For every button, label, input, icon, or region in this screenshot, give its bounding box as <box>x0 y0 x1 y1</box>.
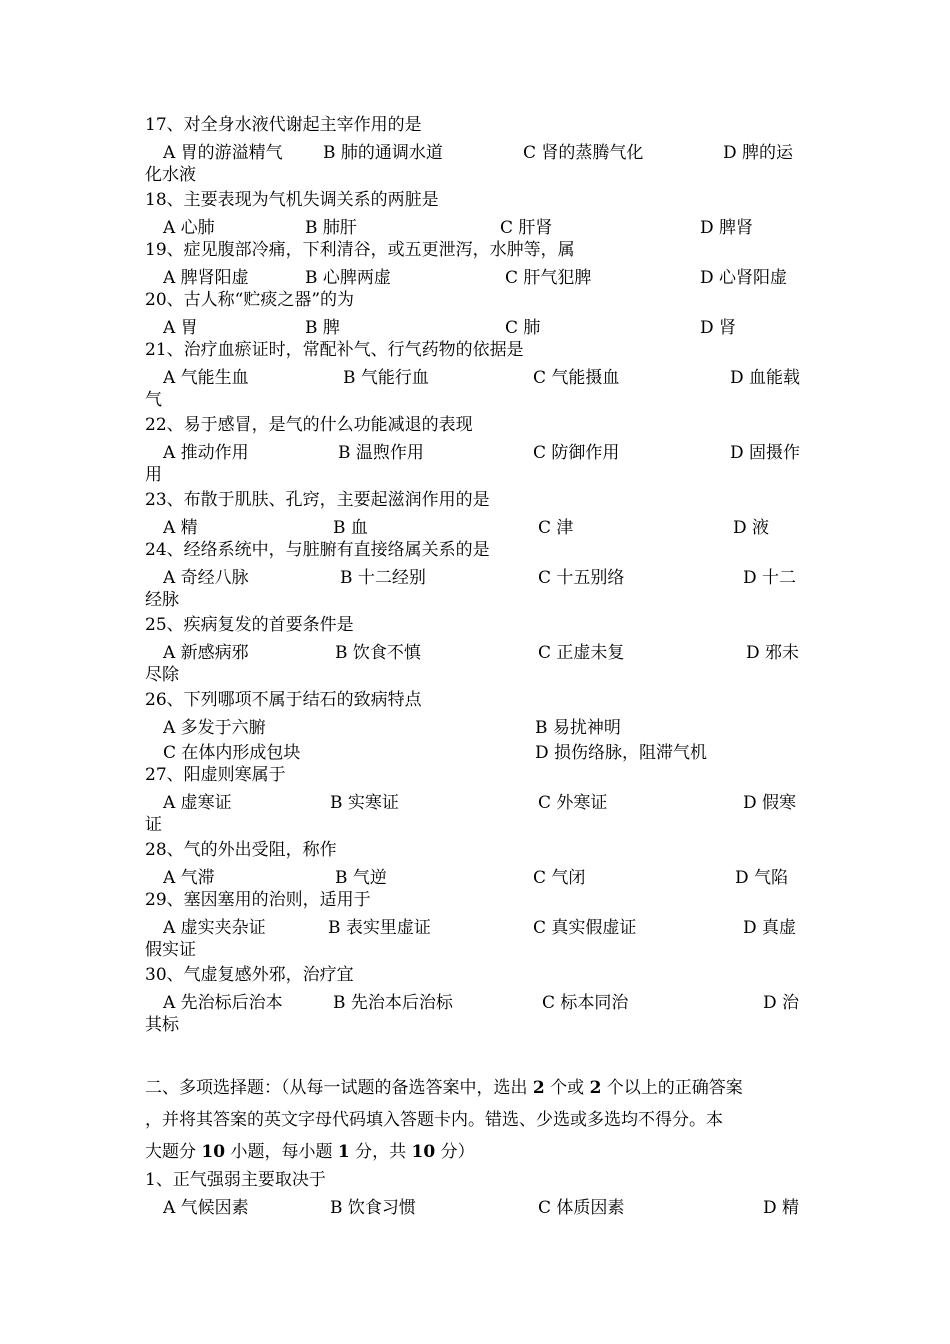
option: B 实寒证 <box>330 793 399 813</box>
options-row <box>145 138 810 163</box>
exam-content <box>145 113 810 1218</box>
option: D 真虚 <box>743 918 797 938</box>
options-row <box>145 563 810 588</box>
question-stem: 23、布散于肌肤、孔窍，主要起滋润作用的是 <box>145 490 490 510</box>
question-stem: 17、对全身水液代谢起主宰作用的是 <box>145 115 422 135</box>
option: A 精 <box>163 518 198 538</box>
option: B 血 <box>333 518 368 538</box>
option: C 气能摄血 <box>533 368 620 388</box>
option: B 十二经别 <box>340 568 426 588</box>
question-stem: 30、气虚复感外邪，治疗宜 <box>145 965 354 985</box>
options-row <box>145 738 810 763</box>
option: A 气候因素 <box>163 1198 249 1218</box>
question-stem: 20、古人称“贮痰之器”的为 <box>145 290 355 310</box>
option: D 假寒 <box>743 793 797 813</box>
option: C 十五别络 <box>538 568 625 588</box>
options-row <box>145 863 810 888</box>
option: B 肺肝 <box>305 218 357 238</box>
option-wrap: 化水液 <box>145 165 196 185</box>
option: A 新感病邪 <box>163 643 249 663</box>
option: D 治 <box>763 993 800 1013</box>
question-stem: 25、疾病复发的首要条件是 <box>145 615 354 635</box>
question-stem: 27、阳虚则寒属于 <box>145 765 286 785</box>
option: B 气能行血 <box>343 368 429 388</box>
option: A 先治标后治本 <box>163 993 283 1013</box>
options-row <box>145 638 810 663</box>
option: C 气闭 <box>533 868 586 888</box>
option: D 损伤络脉，阻滞气机 <box>535 743 708 763</box>
option: D 脾肾 <box>700 218 754 238</box>
option: A 奇经八脉 <box>163 568 249 588</box>
option: B 饮食不慎 <box>335 643 421 663</box>
question-stem: 26、下列哪项不属于结石的致病特点 <box>145 690 422 710</box>
option: A 脾肾阳虚 <box>163 268 249 288</box>
option: B 心脾两虚 <box>305 268 391 288</box>
option: B 气逆 <box>335 868 387 888</box>
question-stem: 24、经络系统中，与脏腑有直接络属关系的是 <box>145 540 490 560</box>
option: A 气能生血 <box>163 368 249 388</box>
question-stem: 29、塞因塞用的治则，适用于 <box>145 890 371 910</box>
option: C 在体内形成包块 <box>163 743 301 763</box>
option: D 肾 <box>700 318 737 338</box>
option: B 脾 <box>305 318 340 338</box>
question-stem: 22、易于感冒，是气的什么功能减退的表现 <box>145 415 473 435</box>
option: C 肝肾 <box>500 218 553 238</box>
option-wrap: 用 <box>145 465 162 485</box>
option: A 推动作用 <box>163 443 249 463</box>
options-row <box>145 213 810 238</box>
option: C 外寒证 <box>538 793 608 813</box>
question-stem: 1、正气强弱主要取决于 <box>145 1170 326 1190</box>
option: D 固摄作 <box>730 443 801 463</box>
options-row <box>145 788 810 813</box>
option-wrap: 尽除 <box>145 665 179 685</box>
option: C 正虚未复 <box>538 643 625 663</box>
spacer <box>145 1038 810 1072</box>
option-wrap: 气 <box>145 390 162 410</box>
option: D 邪未 <box>746 643 800 663</box>
option: B 表实里虚证 <box>328 918 431 938</box>
option: B 易扰神明 <box>535 718 621 738</box>
option: C 标本同治 <box>542 993 629 1013</box>
section-heading: 大题分 10 小题，每小题 1 分，共 10 分） <box>145 1142 475 1162</box>
option: B 饮食习惯 <box>330 1198 416 1218</box>
options-row <box>145 438 810 463</box>
option: A 气滞 <box>163 868 215 888</box>
option: D 精 <box>763 1198 800 1218</box>
options-row <box>145 263 810 288</box>
options-row <box>145 513 810 538</box>
option: A 虚寒证 <box>163 793 232 813</box>
section-heading: ，并将其答案的英文字母代码填入答题卡内。错选、少选或多选均不得分。本 <box>145 1110 723 1130</box>
option: A 胃 <box>163 318 198 338</box>
option-wrap: 证 <box>145 815 162 835</box>
option: B 温煦作用 <box>338 443 424 463</box>
option: C 津 <box>538 518 574 538</box>
option: A 心肺 <box>163 218 215 238</box>
option: D 气陷 <box>735 868 789 888</box>
section-heading: 二、多项选择题：（从每一试题的备选答案中，选出 2 个或 2 个以上的正确答案 <box>145 1078 743 1098</box>
question-stem: 19、症见腹部冷痛，下利清谷，或五更泄泻，水肿等，属 <box>145 240 575 260</box>
options-row <box>145 313 810 338</box>
option: C 真实假虚证 <box>533 918 637 938</box>
option: A 虚实夹杂证 <box>163 918 266 938</box>
option: C 体质因素 <box>538 1198 625 1218</box>
options-row <box>145 363 810 388</box>
option-wrap: 假实证 <box>145 940 196 960</box>
option: D 脾的运 <box>723 143 794 163</box>
option: D 血能载 <box>730 368 801 388</box>
question-stem: 21、治疗血瘀证时，常配补气、行气药物的依据是 <box>145 340 524 360</box>
option: D 心肾阳虚 <box>700 268 788 288</box>
options-row <box>145 713 810 738</box>
options-row <box>145 913 810 938</box>
option: C 肺 <box>505 318 541 338</box>
option: C 防御作用 <box>533 443 620 463</box>
option: C 肾的蒸腾气化 <box>523 143 644 163</box>
option: C 肝气犯脾 <box>505 268 592 288</box>
option: D 十二 <box>743 568 797 588</box>
option: A 胃的游溢精气 <box>163 143 283 163</box>
option-wrap: 其标 <box>145 1015 179 1035</box>
option: A 多发于六腑 <box>163 718 266 738</box>
option: D 液 <box>733 518 770 538</box>
option: B 肺的通调水道 <box>323 143 443 163</box>
option-wrap: 经脉 <box>145 590 179 610</box>
question-stem: 18、主要表现为气机失调关系的两脏是 <box>145 190 439 210</box>
option: B 先治本后治标 <box>333 993 453 1013</box>
question-stem: 28、气的外出受阻，称作 <box>145 840 337 860</box>
options-row <box>145 1193 810 1218</box>
options-row <box>145 988 810 1013</box>
